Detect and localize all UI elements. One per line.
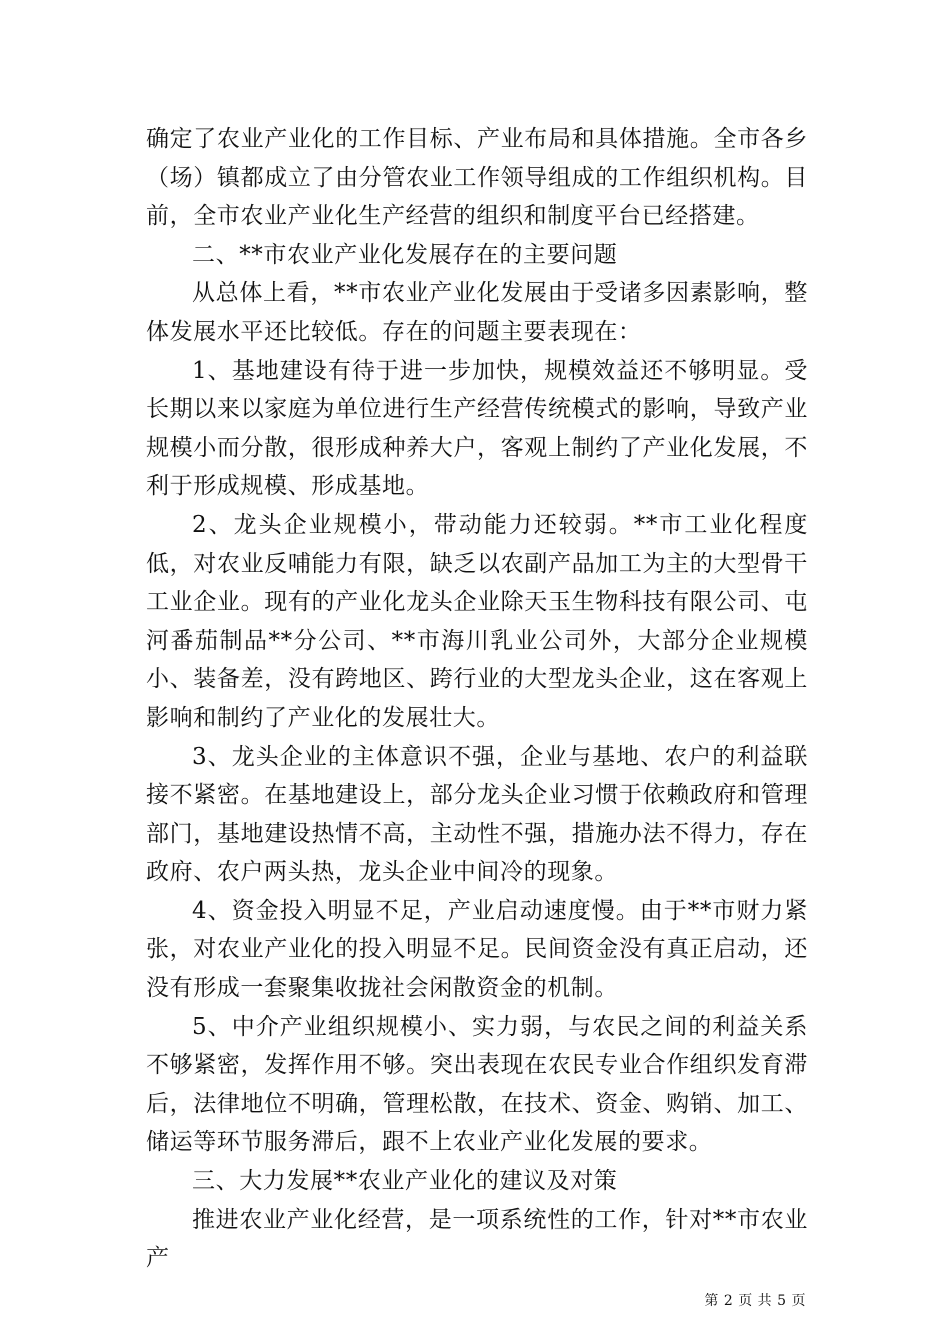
paragraph-issue-5: 5、中介产业组织规模小、实力弱，与农民之间的利益关系不够紧密，发挥作用不够。突出表现在农民专业合作组织发育滞后，法律地位不明确，管理松散，在技术、资金、购销、加工、储运等环节服务滞后，跟不上农业产业化发展的要求。 <box>146 1013 808 1156</box>
paragraph-issue-4: 4、资金投入明显不足，产业启动速度慢。由于**市财力紧张，对农业产业化的投入明显不足。民间资金没有真正启动，还没有形成一套聚集收拢社会闲散资金的机制。 <box>146 897 808 1002</box>
section-heading-3: 三、大力发展**农业产业化的建议及对策 <box>192 1168 618 1195</box>
paragraph-overview: 从总体上看，**市农业产业化发展由于受诸多因素影响，整体发展水平还比较低。存在的问题主要表现在： <box>146 280 808 345</box>
section-heading-2: 二、**市农业产业化发展存在的主要问题 <box>192 241 618 268</box>
paragraph-recommendation: 推进农业产业化经营，是一项系统性的工作，针对**市农业产 <box>146 1206 808 1272</box>
paragraph-issue-1: 1、基地建设有待于进一步加快，规模效益还不够明显。受长期以来以家庭为单位进行生产经营传统模式的影响，导致产业规模小而分散，很形成种养大户，客观上制约了产业化发展，不利于形成规模、形成基地。 <box>146 357 808 500</box>
paragraph-issue-3: 3、龙头企业的主体意识不强，企业与基地、农户的利益联接不紧密。在基地建设上，部分龙头企业习惯于依赖政府和管理部门，基地建设热情不高，主动性不强，措施办法不得力，存在政府、农户两头热，龙头企业中间冷的现象。 <box>146 743 808 886</box>
paragraph-issue-2: 2、龙头企业规模小，带动能力还较弱。**市工业化程度低，对农业反哺能力有限，缺乏以农副产品加工为主的大型骨干工业企业。现有的产业化龙头企业除天玉生物科技有限公司、屯河番茄制品**分公司、**市海川乳业公司外，大部分企业规模小、装备差，没有跨地区、跨行业的大型龙头企业，这在客观上影响和制约了产业化的发展壮大。 <box>146 511 808 731</box>
paragraph-1: 确定了农业产业化的工作目标、产业布局和具体措施。全市各乡（场）镇都成立了由分管农业工作领导组成的工作组织机构。目前，全市农业产业化生产经营的组织和制度平台已经搭建。 <box>146 126 808 230</box>
document-body <box>146 120 808 1278</box>
page-number-footer: 第 2 页 共 5 页 <box>704 1293 806 1309</box>
